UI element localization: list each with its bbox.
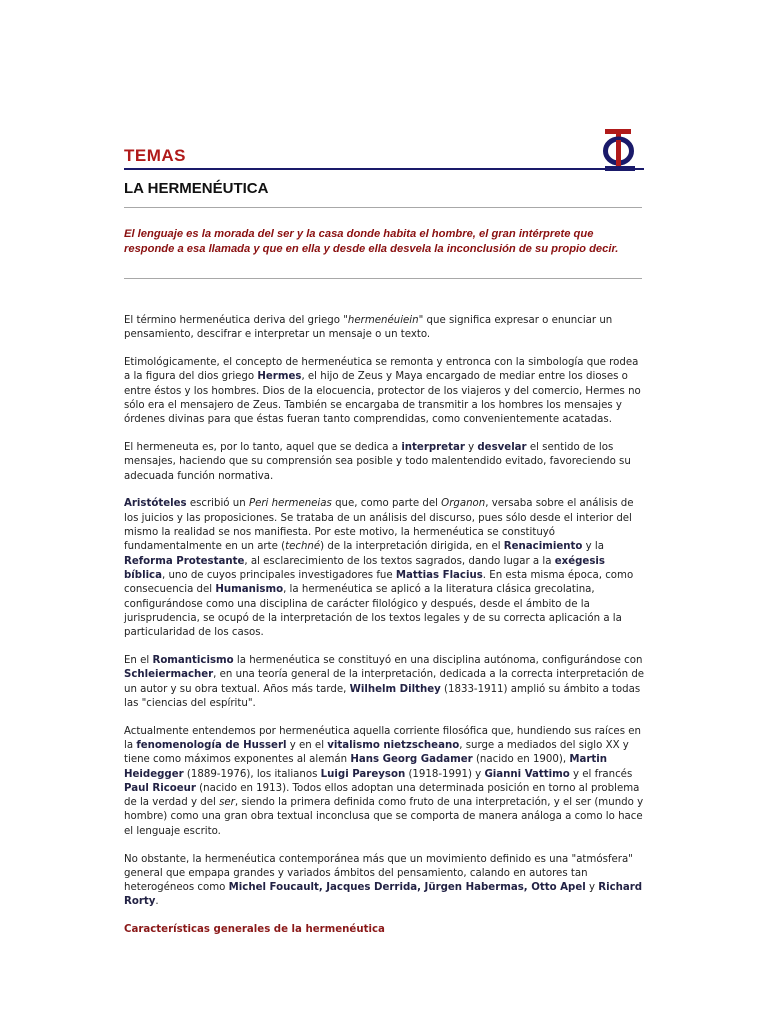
paragraph-text: (1833-1911) amplió su ámbito a todas las "ciencias del espíritu". <box>124 683 641 709</box>
epigraph-divider <box>124 278 642 279</box>
bold-term: Romanticismo <box>152 654 234 666</box>
bold-term: interpretar <box>401 442 465 454</box>
paragraph-text: y <box>585 882 599 894</box>
paragraph-text: escribió un <box>186 498 249 510</box>
paragraph-text: (nacido en 1913). Todos ellos adoptan una determinada posición en torno al problema de la verdad y del <box>124 782 640 809</box>
bold-term: Aristóteles <box>124 498 187 510</box>
page-title: LA HERMENÉUTICA <box>124 180 269 197</box>
masthead <box>124 0 644 176</box>
paragraph-list <box>124 314 646 910</box>
paragraph-text: , en una teoría general de la interpretación, dedicada a la correcta interpretación de un autor y su obra textual. Años más tarde, <box>124 669 645 695</box>
bold-term: desvelar <box>477 442 527 454</box>
paragraph-text: (1918-1991) y <box>405 768 485 780</box>
paragraph-text: Actualmente entendemos por hermenéutica aquella corriente filosófica que, hundiendo sus raíces en la <box>124 725 641 751</box>
italic-term: ser <box>219 797 235 809</box>
paragraph-text: y la <box>582 541 604 553</box>
italic-term: Peri hermeneias <box>248 498 332 510</box>
paragraph-text: , el hijo de Zeus y Maya encargado de mediar entre los dioses o entre éstos y los hombres. Dios de la elocuencia, protector de los viajeros y del comercio, Hermes no sólo era el mensajero de Zeus. También se encargaba de transmitir a los hombres los mensajes y órdenes divinas para que éstas fueran tanto comprendidas, como convenientemente acatadas. <box>124 371 641 426</box>
paragraph-text: y en el <box>286 739 328 751</box>
body-paragraph <box>124 725 646 839</box>
body-paragraph <box>124 314 646 343</box>
paragraph-text: el sentido de los mensajes, haciendo que su comprensión sea posible y todo malentendido evitado, favoreciendo su adecuada función normativa. <box>124 442 631 482</box>
double-t-logo-icon <box>600 128 638 172</box>
paragraph-text: ) de la interpretación dirigida, en el <box>320 541 504 553</box>
paragraph-text: , versaba sobre el análisis de los juicios y las proposiciones. Se trataba de un análisis del discurso, pues sólo desde el interior del mismo la realidad se nos manifiesta. Por este motivo, la hermenéutica se constituyó fundamentalmente en un arte ( <box>124 498 634 553</box>
paragraph-text: , surge a mediados del siglo XX y tiene como máximos exponentes al alemán <box>124 739 629 766</box>
header-divider <box>124 168 644 170</box>
paragraph-text: No obstante, la hermenéutica contemporánea más que un movimiento definido es una "atmósfera" general que empapa grandes y variados ámbitos del pensamiento, calando en autores tan heterogéneos como <box>124 853 633 894</box>
paragraph-text: , uno de cuyos principales investigadores fue <box>161 569 396 581</box>
paragraph-text: , al esclarecimiento de los textos sagrados, dando lugar a la <box>244 555 555 567</box>
bold-term: Hermes <box>257 371 302 383</box>
paragraph-text: y el francés <box>569 768 633 780</box>
body-paragraph <box>124 356 646 427</box>
paragraph-text: . <box>155 896 159 908</box>
paragraph-text: En el <box>124 654 153 666</box>
bold-term: Humanismo <box>215 584 284 596</box>
paragraph-text: . En esta misma época, como consecuencia del <box>124 569 634 596</box>
document-page <box>124 0 645 936</box>
bold-term: vitalismo nietzscheano <box>327 739 460 751</box>
section-subheading: Características generales de la hermenéutica <box>124 924 385 936</box>
bold-term: Schleiermacher <box>124 669 214 681</box>
paragraph-text: la hermenéutica se constituyó en una disciplina autónoma, configurándose con <box>233 654 643 666</box>
bold-term: Martin Heidegger <box>124 754 607 780</box>
body-paragraph <box>124 853 646 910</box>
article-body <box>124 314 646 951</box>
paragraph-text: , la hermenéutica se aplicó a la literatura clásica grecolatina, configurándose como una disciplina de carácter filológico y después, desde el ámbito de la jurisprudencia, se ocupó de la interpretación de los textos legales y de su correcta aplicación a la particularidad de los casos. <box>124 584 622 639</box>
body-paragraph <box>124 497 646 640</box>
body-paragraph <box>124 654 646 711</box>
title-divider <box>124 207 642 208</box>
paragraph-text: y <box>464 442 478 454</box>
paragraph-text: El término hermenéutica deriva del griego " <box>124 315 348 326</box>
italic-term: hermenéuiein <box>347 315 419 326</box>
bold-term: Wilhelm Dilthey <box>349 683 441 695</box>
paragraph-text: " que significa expresar o enunciar un pensamiento, descifrar e interpretar un mensaje o un texto. <box>124 315 613 341</box>
bold-term: Paul Ricoeur <box>124 782 196 794</box>
bold-term: Reforma Protestante <box>124 555 245 567</box>
paragraph-text: (1889-1976), los italianos <box>183 768 321 780</box>
paragraph-text: que, como parte del <box>331 498 442 510</box>
bold-term: Mattias Flacius <box>395 569 483 581</box>
bold-term: Hans Georg Gadamer <box>350 754 473 766</box>
bold-term: fenomenología de Husserl <box>136 739 287 751</box>
paragraph-text: , siendo la primera definida como fruto de una interpretación, y el ser (mundo y hombre) como una gran obra textual inconclusa que se comporta de manera análoga a como lo hace el lenguaje escrito. <box>124 797 644 837</box>
brand-label: TEMAS <box>124 146 186 165</box>
paragraph-text: (nacido en 1900), <box>472 754 570 766</box>
italic-term: Organon <box>441 498 486 510</box>
bold-term: Luigi Pareyson <box>320 768 406 780</box>
epigraph: El lenguaje es la morada del ser y la casa donde habita el hombre, el gran intérprete que responde a esa llamada y que en ella y desde ella desvela la inconclusión de su propio decir. <box>124 228 619 256</box>
bold-term: Renacimiento <box>503 541 583 553</box>
body-paragraph <box>124 441 646 484</box>
paragraph-text: El hermeneuta es, por lo tanto, aquel que se dedica a <box>124 442 402 454</box>
bold-term: Michel Foucault, Jacques Derrida, Jürgen Habermas, Otto Apel <box>228 882 586 894</box>
bold-term: Richard Rorty <box>124 882 643 908</box>
paragraph-text: Etimológicamente, el concepto de hermenéutica se remonta y entronca con la simbología que rodea a la figura del dios griego <box>124 357 639 383</box>
bold-term: exégesis bíblica <box>124 555 605 581</box>
italic-term: techné <box>285 541 321 553</box>
bold-term: Gianni Vattimo <box>484 768 570 780</box>
